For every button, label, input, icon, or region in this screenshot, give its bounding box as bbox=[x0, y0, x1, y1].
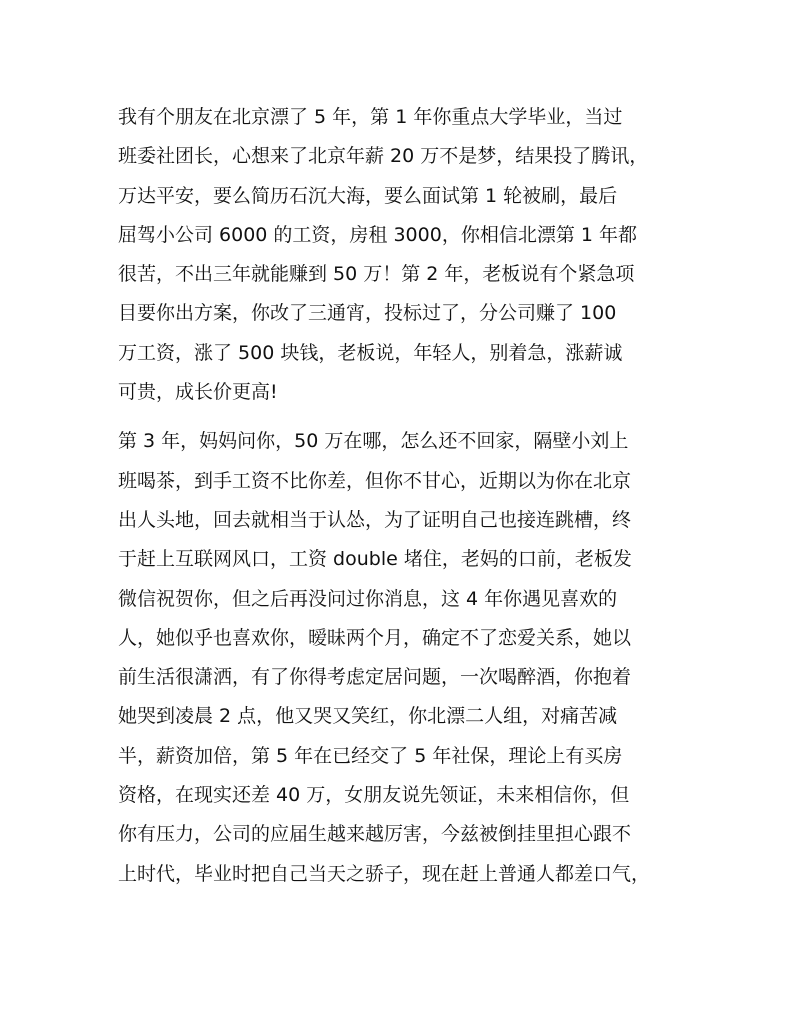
paragraph-1 bbox=[118, 98, 688, 412]
text-line: 半，薪资加倍，第 5 年在已经交了 5 年社保，理论上有买房 bbox=[118, 744, 623, 767]
text-line: 她哭到凌晨 2 点，他又哭又笑红，你北漂二人组，对痛苦减 bbox=[118, 705, 618, 728]
text-line: 前生活很潇洒，有了你得考虑定居问题，一次喝醉酒，你抱着 bbox=[118, 666, 632, 689]
text-line: 第 3 年，妈妈问你，50 万在哪，怎么还不回家，隔壁小刘上 bbox=[118, 430, 629, 453]
text-line: 班喝茶，到手工资不比你差，但你不甘心，近期以为你在北京 bbox=[118, 469, 632, 492]
text-line: 目要你出方案，你改了三通宵，投标过了，分公司赚了 100 bbox=[118, 302, 617, 325]
text-line: 你有压力，公司的应届生越来越厉害，今兹被倒挂里担心跟不 bbox=[118, 823, 632, 846]
text-line: 人，她似乎也喜欢你，暧昧两个月，确定不了恋爱关系，她以 bbox=[118, 626, 632, 649]
document-body bbox=[118, 98, 688, 894]
text-line: 可贵，成长价更高! bbox=[118, 381, 278, 404]
text-line: 微信祝贺你，但之后再没问过你消息，这 4 年你遇见喜欢的 bbox=[118, 587, 618, 610]
text-line: 万达平安，要么简历石沉大海，要么面试第 1 轮被刷，最后 bbox=[118, 184, 618, 207]
text-line: 于赶上互联网风口，工资 double 堵住，老妈的口前，老板发 bbox=[118, 548, 632, 571]
paragraph-spacing bbox=[118, 412, 688, 422]
paragraph-2 bbox=[118, 422, 688, 894]
text-line: 资格，在现实还差 40 万，女朋友说先领证，未来相信你，但 bbox=[118, 784, 630, 807]
text-line: 屈驾小公司 6000 的工资，房租 3000，你相信北漂第 1 年都 bbox=[118, 223, 637, 246]
text-line: 班委社团长，心想来了北京年薪 20 万不是梦，结果投了腾讯， bbox=[118, 145, 649, 168]
text-line: 上时代，毕业时把自己当天之骄子，现在赶上普通人都差口气， bbox=[118, 862, 651, 885]
text-line: 我有个朋友在北京漂了 5 年，第 1 年你重点大学毕业，当过 bbox=[118, 106, 623, 128]
text-line: 万工资，涨了 500 块钱，老板说，年轻人，别着急，涨薪诚 bbox=[118, 341, 623, 364]
text-line: 很苦，不出三年就能赚到 50 万！第 2 年，老板说有个紧急项 bbox=[118, 263, 635, 286]
text-line: 出人头地，回去就相当于认怂，为了证明自己也接连跳槽，终 bbox=[118, 508, 632, 531]
